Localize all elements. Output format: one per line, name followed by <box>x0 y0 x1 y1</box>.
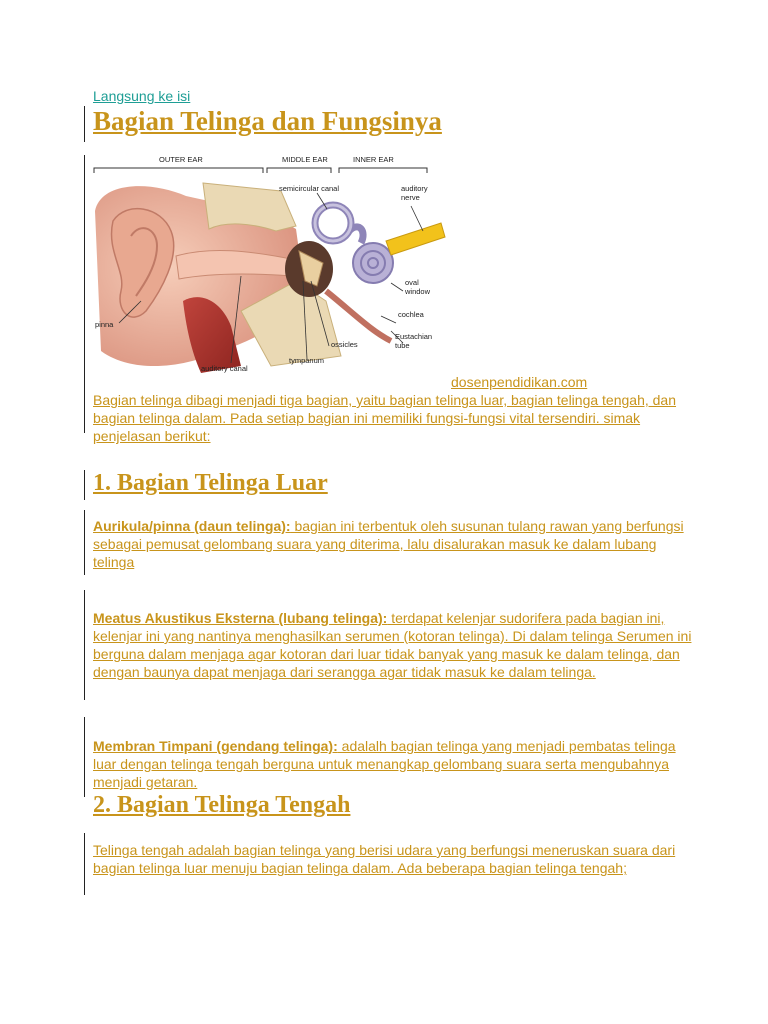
item1-margin-bar <box>84 510 85 575</box>
image-credit-link[interactable]: dosenpendidikan.com <box>451 374 588 390</box>
term-aurikula: Aurikula/pinna (daun telinga): <box>93 518 291 534</box>
ear-anatomy-illustration <box>91 151 447 383</box>
label-auditory-nerve-1: auditory <box>401 184 428 193</box>
label-eustachian-2: tube <box>395 341 410 350</box>
page-title: Bagian Telinga dan Fungsinya <box>93 106 442 136</box>
label-ossicles: ossicles <box>331 340 358 349</box>
content-margin-bar <box>84 155 85 433</box>
label-auditory-canal: auditory canal <box>201 364 248 373</box>
desc-meatus: terdapat kelenjar sudorifera pada bagian ini, kelenjar ini yang nantinya menghasilkan serumen (kotoran telinga). Di dalam telinga Serumen ini berguna dalam menjaga agar kotoran dari luar tidak banyak yang masuk ke dalam telinga, dan dengan baunya dapat menjaga dari serangga agar tidak masuk ke dalam telinga. <box>93 610 692 680</box>
label-cochlea: cochlea <box>398 310 424 319</box>
skip-to-content-link[interactable]: Langsung ke isi <box>93 88 191 104</box>
label-outer-ear: OUTER EAR <box>159 155 203 164</box>
definition-membran <box>93 737 693 791</box>
label-auditory-nerve-2: nerve <box>401 193 420 202</box>
section1-heading: 1. Bagian Telinga Luar <box>93 470 328 496</box>
item3-margin-bar <box>84 717 85 797</box>
intro-paragraph: Bagian telinga dibagi menjadi tiga bagian, yaitu bagian telinga luar, bagian telinga tengah, dan bagian telinga dalam. Pada setiap bagian ini memiliki fungsi-fungsi vital tersendiri. simak penjelasan berikut: <box>93 392 677 444</box>
item2-margin-bar <box>84 590 85 700</box>
label-oval-window-2: window <box>405 287 431 296</box>
label-eustachian-1: Eustachian <box>395 332 433 341</box>
label-middle-ear: MIDDLE EAR <box>282 155 328 164</box>
label-semicircular-canal: semicircular canal <box>279 184 340 193</box>
heading-margin-bar <box>84 106 85 142</box>
label-inner-ear: INNER EAR <box>353 155 394 164</box>
desc-membran: adalalh bagian telinga yang menjadi pembatas telinga luar dengan telinga tengah berguna untuk menangkap gelombang suara serta mengubahnya menjadi getaran. <box>93 738 676 790</box>
definition-meatus <box>93 609 693 681</box>
term-membran: Membran Timpani (gendang telinga): <box>93 738 338 754</box>
desc-aurikula: bagian ini terbentuk oleh susunan tulang rawan yang berfungsi sebagai pemusat gelombang suara yang diterima, lalu disalurakan masuk ke dalam lubang telinga <box>93 518 684 570</box>
term-meatus: Meatus Akustikus Eksterna (lubang telinga): <box>93 610 388 626</box>
section2-margin-bar <box>84 833 85 895</box>
label-pinna: pinna <box>95 320 114 329</box>
label-oval-window-1: oval <box>405 278 419 287</box>
label-tympanum: tympanum <box>289 356 325 365</box>
section2-intro: Telinga tengah adalah bagian telinga yang berisi udara yang berfungsi meneruskan suara dari bagian telinga luar menuju bagian telinga dalam. Ada beberapa bagian telinga tengah; <box>93 842 676 876</box>
definition-aurikula <box>93 517 693 571</box>
section1-margin-bar <box>84 470 85 500</box>
section2-heading: 2. Bagian Telinga Tengah <box>93 792 351 818</box>
